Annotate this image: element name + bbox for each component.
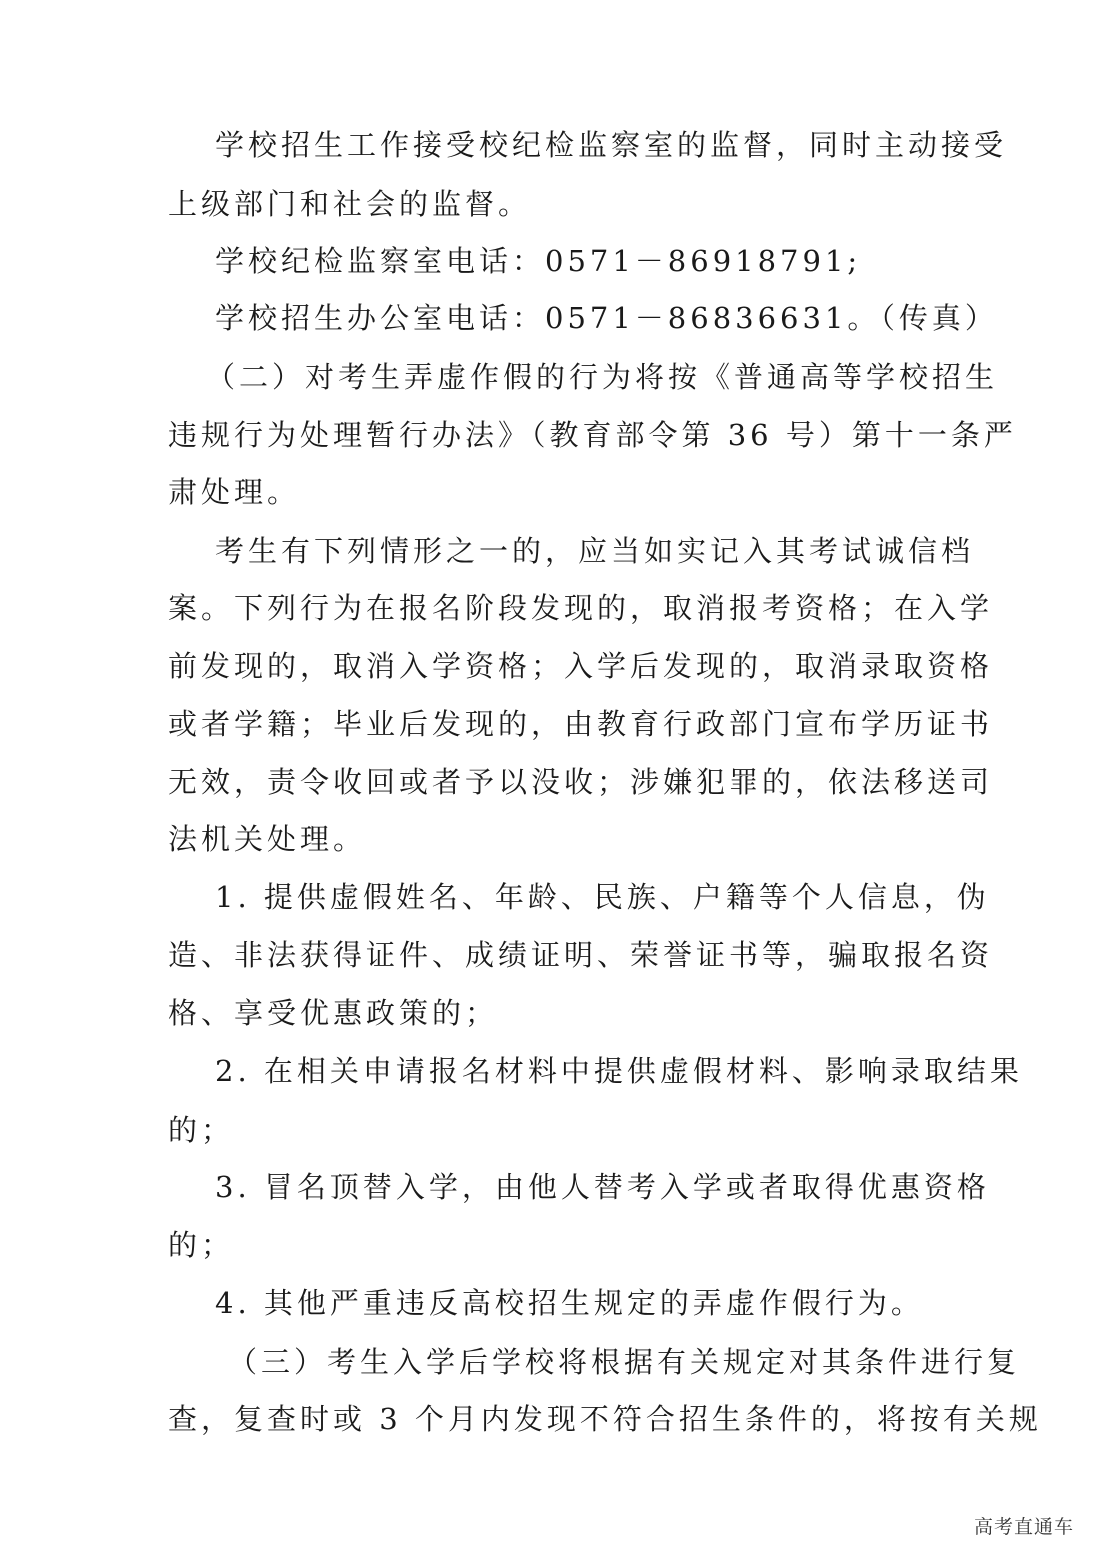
text-line: 查，复查时或 3 个月内发现不符合招生条件的，将按有关规 [168, 1402, 1042, 1436]
text-line: 2. 在相关申请报名材料中提供虚假材料、影响录取结果 [215, 1054, 1023, 1088]
text-line: 的； [168, 1228, 235, 1262]
text-line: 学校招生办公室电话：0571－86836631。（传真） [215, 301, 998, 335]
text-line: 造、非法获得证件、成绩证明、荣誉证书等，骗取报名资 [168, 938, 994, 972]
text-line: 学校纪检监察室电话：0571－86918791; [215, 244, 862, 278]
text-line: 格、享受优惠政策的； [168, 996, 499, 1030]
text-line: （二）对考生弄虚作假的行为将按《普通高等学校招生 [206, 360, 999, 394]
text-line: 或者学籍；毕业后发现的，由教育行政部门宣布学历证书 [168, 707, 994, 741]
text-line: 违规行为处理暂行办法》（教育部令第 36 号）第十一条严 [168, 418, 1017, 452]
watermark: 高考直通车 [973, 1516, 1074, 1538]
text-line: 无效，责令收回或者予以没收；涉嫌犯罪的，依法移送司 [168, 765, 994, 799]
text-line: 上级部门和社会的监督。 [168, 187, 532, 221]
text-line: 学校招生工作接受校纪检监察室的监督，同时主动接受 [215, 128, 1008, 162]
text-line: 4. 其他严重违反高校招生规定的弄虚作假行为。 [215, 1286, 924, 1320]
text-line: 3. 冒名顶替入学，由他人替考入学或者取得优惠资格 [215, 1170, 990, 1204]
text-line: 案。下列行为在报名阶段发现的，取消报考资格；在入学 [168, 591, 994, 625]
text-line: （三）考生入学后学校将根据有关规定对其条件进行复 [228, 1345, 1021, 1379]
text-line: 法机关处理。 [168, 822, 367, 856]
text-line: 肃处理。 [168, 475, 301, 509]
text-line: 1. 提供虚假姓名、年龄、民族、户籍等个人信息，伪 [215, 880, 990, 914]
text-line: 前发现的，取消入学资格；入学后发现的，取消录取资格 [168, 649, 994, 683]
text-line: 的； [168, 1113, 235, 1147]
text-line: 考生有下列情形之一的，应当如实记入其考试诚信档 [215, 534, 975, 568]
